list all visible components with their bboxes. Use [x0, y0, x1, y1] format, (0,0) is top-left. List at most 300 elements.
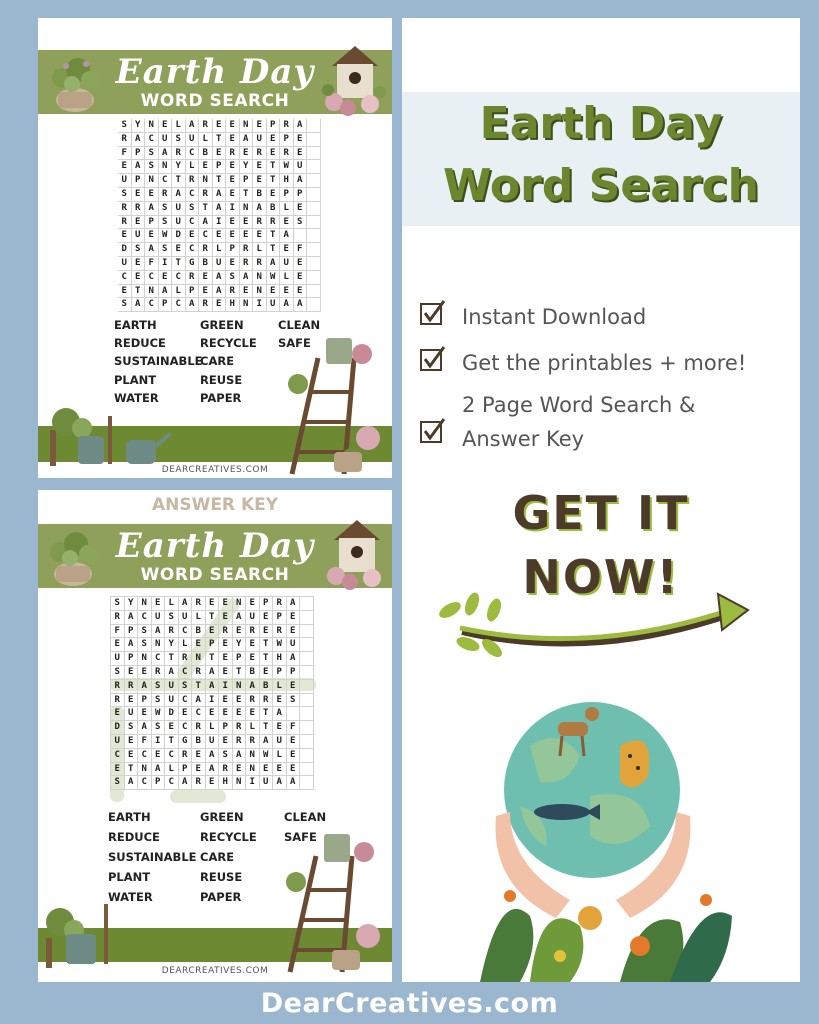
grid-cell: R: [199, 298, 213, 312]
grid-cell: P: [213, 160, 227, 174]
grid-cell: L: [273, 680, 287, 694]
grid-cell: [300, 625, 314, 639]
grid-cell: R: [260, 694, 274, 708]
grid-cell: C: [138, 611, 152, 625]
grid-cell: C: [186, 147, 200, 161]
grid-cell: N: [233, 680, 247, 694]
grid-cell: E: [267, 188, 281, 202]
grid-cell: U: [165, 694, 179, 708]
grid-cell: R: [159, 188, 173, 202]
grid-cell: R: [132, 202, 146, 216]
word-item: CARE: [200, 354, 235, 368]
grid-cell: R: [226, 147, 240, 161]
grid-cell: N: [246, 749, 260, 763]
checklist-item: [420, 300, 646, 334]
site-label: DEARCREATIVES.COM: [161, 966, 269, 976]
grid-cell: E: [253, 174, 267, 188]
grid-cell: [300, 638, 314, 652]
grid-cell: A: [294, 174, 308, 188]
checklist-item: [420, 388, 695, 456]
grid-cell: R: [186, 271, 200, 285]
word-item: PLANT: [114, 373, 157, 387]
grid-cell: P: [138, 694, 152, 708]
grid-cell: R: [226, 285, 240, 299]
answer-key-page: [38, 490, 392, 982]
grid-cell: I: [159, 257, 173, 271]
grid-cell: A: [159, 147, 173, 161]
grid-cell: I: [206, 694, 220, 708]
grid-cell: [300, 680, 314, 694]
grid-cell: A: [273, 776, 287, 790]
grid-cell: W: [280, 160, 294, 174]
grid-cell: [300, 707, 314, 721]
grid-cell: U: [152, 611, 166, 625]
grid-cell: C: [138, 749, 152, 763]
grid-cell: T: [267, 174, 281, 188]
grid-cell: S: [226, 271, 240, 285]
grid-cell: I: [246, 776, 260, 790]
grid-cell: E: [287, 625, 301, 639]
grid-cell: B: [253, 188, 267, 202]
grid-cell: [300, 749, 314, 763]
grid-cell: P: [206, 638, 220, 652]
grid-cell: C: [118, 271, 132, 285]
grid-cell: E: [226, 216, 240, 230]
checkbox-icon: [420, 346, 446, 372]
grid-cell: A: [294, 298, 308, 312]
grid-cell: A: [246, 680, 260, 694]
grid-cell: P: [294, 188, 308, 202]
grid-cell: E: [132, 216, 146, 230]
grid-cell: T: [260, 721, 274, 735]
grid-cell: E: [219, 611, 233, 625]
grid-cell: E: [294, 271, 308, 285]
grid-cell: E: [111, 763, 125, 777]
grid-cell: E: [192, 638, 206, 652]
grid-cell: A: [206, 666, 220, 680]
grid-cell: N: [253, 285, 267, 299]
grid-cell: [307, 119, 321, 133]
grid-cell: U: [287, 638, 301, 652]
grid-cell: E: [132, 271, 146, 285]
promo-title-line1: Earth Day: [479, 98, 723, 149]
grid-cell: S: [294, 216, 308, 230]
grid-cell: [300, 763, 314, 777]
worksheet-title: Earth Day: [115, 526, 315, 566]
grid-cell: C: [138, 776, 152, 790]
grid-cell: T: [172, 257, 186, 271]
grid-cell: E: [233, 763, 247, 777]
grid-cell: A: [172, 188, 186, 202]
promo-title-line2: Word Search: [442, 160, 760, 211]
grid-cell: E: [199, 285, 213, 299]
grid-cell: [300, 721, 314, 735]
grid-cell: F: [145, 257, 159, 271]
grid-cell: T: [165, 735, 179, 749]
grid-cell: A: [280, 229, 294, 243]
grid-cell: L: [273, 749, 287, 763]
grid-cell: B: [192, 735, 206, 749]
grid-cell: N: [152, 638, 166, 652]
grid-cell: R: [267, 216, 281, 230]
grid-cell: [300, 666, 314, 680]
grid-cell: N: [192, 652, 206, 666]
grid-cell: N: [145, 285, 159, 299]
grid-cell: A: [287, 597, 301, 611]
cta-line1[interactable]: GET IT: [512, 486, 690, 540]
grid-cell: T: [240, 188, 254, 202]
grid-cell: R: [125, 680, 139, 694]
grid-cell: T: [267, 243, 281, 257]
grid-cell: R: [246, 735, 260, 749]
grid-cell: [300, 694, 314, 708]
grid-cell: E: [192, 763, 206, 777]
grid-cell: R: [152, 666, 166, 680]
grid-cell: E: [287, 611, 301, 625]
grid-cell: D: [172, 229, 186, 243]
word-item: PAPER: [200, 890, 242, 904]
grid-cell: A: [267, 257, 281, 271]
grid-cell: E: [219, 707, 233, 721]
grid-cell: R: [240, 243, 254, 257]
grid-cell: A: [213, 271, 227, 285]
grid-cell: P: [145, 216, 159, 230]
grid-cell: E: [179, 707, 193, 721]
grid-cell: E: [206, 707, 220, 721]
grid-cell: P: [226, 243, 240, 257]
grid-cell: T: [260, 707, 274, 721]
grid-cell: T: [233, 666, 247, 680]
grid-cell: U: [132, 229, 146, 243]
grid-cell: R: [165, 625, 179, 639]
grid-cell: W: [260, 749, 274, 763]
grid-cell: E: [280, 243, 294, 257]
grid-cell: W: [267, 271, 281, 285]
checklist-label: Answer Key: [462, 427, 585, 451]
grid-cell: [307, 298, 321, 312]
grid-cell: N: [145, 174, 159, 188]
grid-cell: E: [253, 119, 267, 133]
grid-cell: H: [226, 298, 240, 312]
grid-cell: T: [192, 680, 206, 694]
grid-cell: U: [118, 257, 132, 271]
grid-cell: T: [172, 174, 186, 188]
grid-cell: A: [138, 680, 152, 694]
grid-cell: E: [246, 707, 260, 721]
ladder-plants-icon: [276, 826, 390, 976]
grid-cell: C: [179, 666, 193, 680]
grid-cell: F: [111, 625, 125, 639]
grid-cell: U: [206, 735, 220, 749]
grid-cell: A: [273, 707, 287, 721]
grid-cell: A: [132, 133, 146, 147]
word-item: RECYCLE: [200, 830, 257, 844]
grid-cell: S: [118, 298, 132, 312]
grid-cell: A: [138, 721, 152, 735]
grid-cell: E: [253, 229, 267, 243]
grid-cell: A: [280, 298, 294, 312]
checklist-label: Get the printables + more!: [462, 351, 747, 375]
grid-cell: T: [213, 174, 227, 188]
grid-cell: A: [152, 763, 166, 777]
grid-cell: P: [273, 611, 287, 625]
worksheet-title: Earth Day: [115, 52, 315, 92]
promo-panel: [402, 18, 800, 982]
grid-cell: E: [226, 257, 240, 271]
grid-cell: E: [267, 133, 281, 147]
grid-cell: E: [138, 666, 152, 680]
grid-cell: P: [159, 298, 173, 312]
grid-cell: E: [165, 721, 179, 735]
grid-cell: A: [233, 749, 247, 763]
grid-cell: E: [267, 147, 281, 161]
grid-cell: [287, 707, 301, 721]
grid-cell: U: [179, 611, 193, 625]
grid-cell: N: [240, 298, 254, 312]
grid-cell: C: [172, 298, 186, 312]
word-item: WATER: [114, 391, 159, 405]
grid-cell: S: [138, 638, 152, 652]
grid-cell: C: [179, 721, 193, 735]
grid-cell: P: [179, 763, 193, 777]
grid-cell: [307, 174, 321, 188]
checkbox-icon: [420, 300, 446, 326]
grid-cell: E: [240, 285, 254, 299]
grid-cell: E: [219, 735, 233, 749]
grid-cell: B: [199, 257, 213, 271]
grid-cell: S: [145, 160, 159, 174]
grid-cell: N: [240, 202, 254, 216]
grid-cell: R: [233, 735, 247, 749]
grid-cell: [300, 611, 314, 625]
word-item: GREEN: [200, 810, 244, 824]
grid-cell: E: [159, 119, 173, 133]
grid-cell: [307, 147, 321, 161]
grid-cell: S: [219, 749, 233, 763]
grid-cell: C: [145, 271, 159, 285]
grid-cell: E: [145, 229, 159, 243]
grid-cell: S: [287, 694, 301, 708]
grid-cell: L: [165, 597, 179, 611]
grid-cell: N: [138, 597, 152, 611]
grid-cell: [307, 285, 321, 299]
cta-line2[interactable]: NOW!: [522, 550, 680, 604]
grid-cell: D: [165, 707, 179, 721]
grid-cell: E: [233, 707, 247, 721]
grid-cell: P: [152, 776, 166, 790]
grid-cell: U: [118, 174, 132, 188]
grid-cell: E: [219, 652, 233, 666]
grid-cell: R: [186, 174, 200, 188]
grid-cell: E: [213, 229, 227, 243]
grid-cell: L: [213, 243, 227, 257]
grid-cell: E: [260, 666, 274, 680]
grid-cell: S: [125, 721, 139, 735]
grid-cell: E: [287, 763, 301, 777]
grid-cell: U: [260, 776, 274, 790]
grid-cell: E: [233, 625, 247, 639]
grid-cell: E: [294, 257, 308, 271]
footer-site-link[interactable]: DearCreatives.com: [260, 988, 559, 1019]
grid-cell: S: [165, 611, 179, 625]
grid-cell: A: [233, 611, 247, 625]
grid-cell: E: [246, 652, 260, 666]
word-item: PLANT: [108, 870, 151, 884]
ladder-plants-icon: [278, 328, 390, 478]
grid-cell: E: [287, 735, 301, 749]
grid-cell: E: [226, 229, 240, 243]
word-item: RECYCLE: [200, 336, 257, 350]
grid-cell: P: [125, 652, 139, 666]
grid-cell: A: [145, 202, 159, 216]
grid-cell: U: [172, 216, 186, 230]
word-item: REUSE: [200, 373, 243, 387]
grid-cell: E: [132, 188, 146, 202]
grid-cell: A: [199, 216, 213, 230]
grid-cell: E: [246, 597, 260, 611]
birdhouse-icon: [324, 518, 390, 594]
grid-cell: C: [172, 271, 186, 285]
grid-cell: A: [213, 188, 227, 202]
grid-cell: E: [240, 229, 254, 243]
grid-cell: R: [179, 652, 193, 666]
grid-cell: N: [159, 160, 173, 174]
word-item: EARTH: [114, 318, 157, 332]
grid-cell: Y: [240, 160, 254, 174]
checklist-item: [420, 346, 746, 380]
grid-cell: C: [159, 174, 173, 188]
grid-cell: E: [294, 202, 308, 216]
grid-cell: [300, 776, 314, 790]
grid-cell: C: [192, 707, 206, 721]
grid-cell: R: [111, 680, 125, 694]
grid-cell: U: [280, 257, 294, 271]
grid-cell: A: [213, 285, 227, 299]
grid-cell: A: [186, 298, 200, 312]
grid-cell: T: [267, 229, 281, 243]
grid-cell: I: [152, 735, 166, 749]
grid-cell: [307, 243, 321, 257]
grid-cell: I: [213, 216, 227, 230]
grid-cell: [300, 735, 314, 749]
grid-cell: Y: [233, 638, 247, 652]
grid-cell: E: [152, 749, 166, 763]
grid-cell: R: [219, 625, 233, 639]
grid-cell: F: [287, 721, 301, 735]
grid-cell: P: [132, 174, 146, 188]
grid-cell: U: [172, 202, 186, 216]
grid-cell: E: [253, 160, 267, 174]
grid-cell: B: [267, 202, 281, 216]
grid-cell: W: [159, 229, 173, 243]
grid-cell: N: [199, 174, 213, 188]
grid-cell: [307, 202, 321, 216]
grid-cell: R: [280, 119, 294, 133]
grid-cell: D: [111, 721, 125, 735]
grid-cell: E: [294, 133, 308, 147]
grid-cell: E: [226, 188, 240, 202]
grid-cell: E: [111, 638, 125, 652]
grid-cell: L: [280, 202, 294, 216]
grid-cell: N: [233, 597, 247, 611]
grid-cell: T: [267, 160, 281, 174]
grid-cell: S: [111, 666, 125, 680]
grid-cell: N: [253, 271, 267, 285]
grid-cell: E: [213, 147, 227, 161]
grid-cell: F: [294, 243, 308, 257]
grid-cell: A: [294, 119, 308, 133]
grid-cell: P: [233, 652, 247, 666]
grid-cell: A: [125, 611, 139, 625]
grid-cell: A: [159, 285, 173, 299]
grid-cell: T: [260, 652, 274, 666]
grid-cell: [307, 133, 321, 147]
grid-cell: A: [192, 694, 206, 708]
grid-cell: E: [287, 680, 301, 694]
grid-cell: E: [118, 160, 132, 174]
grid-cell: P: [240, 174, 254, 188]
grid-cell: E: [125, 694, 139, 708]
grid-cell: S: [152, 680, 166, 694]
grid-cell: R: [111, 611, 125, 625]
grid-cell: R: [172, 147, 186, 161]
grid-cell: E: [206, 625, 220, 639]
grid-cell: E: [240, 147, 254, 161]
grid-cell: L: [172, 119, 186, 133]
grid-cell: A: [253, 202, 267, 216]
grid-cell: E: [273, 694, 287, 708]
grid-cell: [307, 188, 321, 202]
grid-cell: S: [179, 680, 193, 694]
grid-cell: C: [165, 776, 179, 790]
grid-cell: I: [253, 298, 267, 312]
grid-cell: U: [267, 298, 281, 312]
word-item: REUSE: [200, 870, 243, 884]
grid-cell: I: [219, 680, 233, 694]
grid-cell: R: [233, 721, 247, 735]
grid-cell: R: [253, 216, 267, 230]
grid-cell: A: [206, 749, 220, 763]
grid-cell: L: [199, 133, 213, 147]
grid-cell: E: [294, 147, 308, 161]
grid-cell: P: [287, 666, 301, 680]
grid-cell: E: [219, 666, 233, 680]
grid-cell: W: [273, 638, 287, 652]
grid-cell: B: [246, 666, 260, 680]
grid-cell: S: [132, 243, 146, 257]
grid-cell: [307, 257, 321, 271]
grid-cell: E: [226, 174, 240, 188]
grid-cell: N: [145, 119, 159, 133]
grid-cell: S: [159, 243, 173, 257]
grid-cell: E: [152, 597, 166, 611]
grid-cell: [300, 597, 314, 611]
grid-cell: R: [246, 625, 260, 639]
grid-cell: L: [172, 285, 186, 299]
grid-cell: E: [273, 721, 287, 735]
grid-cell: A: [152, 625, 166, 639]
grid-cell: E: [118, 285, 132, 299]
word-item: WATER: [108, 890, 153, 904]
grid-cell: E: [213, 298, 227, 312]
grid-cell: C: [152, 652, 166, 666]
grid-cell: E: [240, 216, 254, 230]
grid-cell: U: [294, 160, 308, 174]
grid-cell: Y: [132, 119, 146, 133]
grid-cell: E: [199, 271, 213, 285]
grid-cell: E: [246, 638, 260, 652]
grid-cell: S: [186, 202, 200, 216]
